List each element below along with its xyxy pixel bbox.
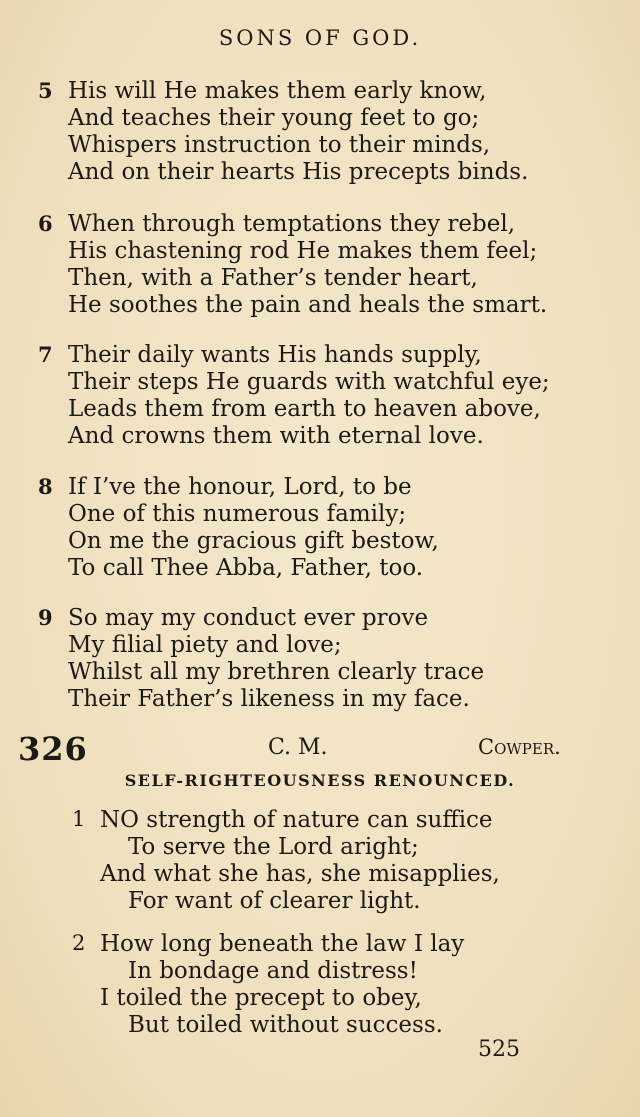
verse-line: On me the gracious gift bestow, bbox=[68, 528, 439, 554]
verse-line: He soothes the pain and heals the smart. bbox=[68, 292, 548, 318]
stanza-number: 9 bbox=[38, 605, 53, 630]
stanza-number: 8 bbox=[38, 474, 53, 499]
verse-line: And crowns them with eternal love. bbox=[68, 423, 484, 449]
verse-line: Whispers instruction to their minds, bbox=[68, 132, 491, 158]
stanza-number: 2 bbox=[72, 931, 86, 955]
stanza-8 bbox=[38, 474, 578, 582]
stanza-number: 1 bbox=[72, 807, 86, 831]
hymn-title: SELF-RIGHTEOUSNESS RENOUNCED. bbox=[124, 771, 516, 790]
hymn-number: 326 bbox=[18, 730, 88, 768]
verse-line: To call Thee Abba, Father, too. bbox=[68, 555, 424, 581]
stanza-7 bbox=[38, 342, 578, 450]
verse-line: When through temptations they rebel, bbox=[68, 211, 516, 237]
verse-line: For want of clearer light. bbox=[128, 888, 421, 914]
verse-line: Their steps He guards with watchful eye; bbox=[68, 369, 550, 395]
hymn-author: Cowper. bbox=[478, 735, 561, 759]
verse-line: Leads them from earth to heaven above, bbox=[68, 396, 541, 422]
verse-line: NO strength of nature can suffice bbox=[100, 807, 493, 833]
verse-line: My filial piety and love; bbox=[68, 632, 342, 658]
verse-line: In bondage and distress! bbox=[128, 958, 418, 984]
running-head: SONS OF GOD. bbox=[218, 26, 422, 50]
stanza-9 bbox=[38, 605, 578, 713]
verse-line: Then, with a Father’s tender heart, bbox=[68, 265, 478, 291]
verse-line: To serve the Lord aright; bbox=[128, 834, 419, 860]
verse-line: And teaches their young feet to go; bbox=[68, 105, 480, 131]
verse-line: But toiled without success. bbox=[128, 1012, 443, 1038]
verse-line: Whilst all my brethren clearly trace bbox=[68, 659, 485, 685]
verse-line: One of this numerous family; bbox=[68, 501, 407, 527]
hymn-stanza-2 bbox=[72, 931, 572, 1039]
stanza-6 bbox=[38, 211, 578, 319]
hymn-stanza-1 bbox=[72, 807, 572, 915]
stanza-number: 5 bbox=[38, 78, 53, 103]
verse-line: If I’ve the honour, Lord, to be bbox=[68, 474, 412, 500]
verse-line: And on their hearts His precepts binds. bbox=[68, 159, 529, 185]
verse-line: How long beneath the law I lay bbox=[100, 931, 465, 957]
stanza-number: 6 bbox=[38, 211, 53, 236]
stanza-number: 7 bbox=[38, 342, 53, 367]
verse-line: Their daily wants His hands supply, bbox=[68, 342, 482, 368]
stanza-5 bbox=[38, 78, 578, 186]
hymn-header bbox=[0, 730, 640, 770]
verse-line: And what she has, she misapplies, bbox=[100, 861, 500, 887]
verse-line: His chastening rod He makes them feel; bbox=[68, 238, 538, 264]
verse-line: So may my conduct ever prove bbox=[68, 605, 429, 631]
page-number: 525 bbox=[478, 1037, 520, 1062]
verse-line: His will He makes them early know, bbox=[68, 78, 487, 104]
hymn-meter: C. M. bbox=[268, 735, 328, 760]
verse-line: I toiled the precept to obey, bbox=[100, 985, 422, 1011]
verse-line: Their Father’s likeness in my face. bbox=[68, 686, 470, 712]
